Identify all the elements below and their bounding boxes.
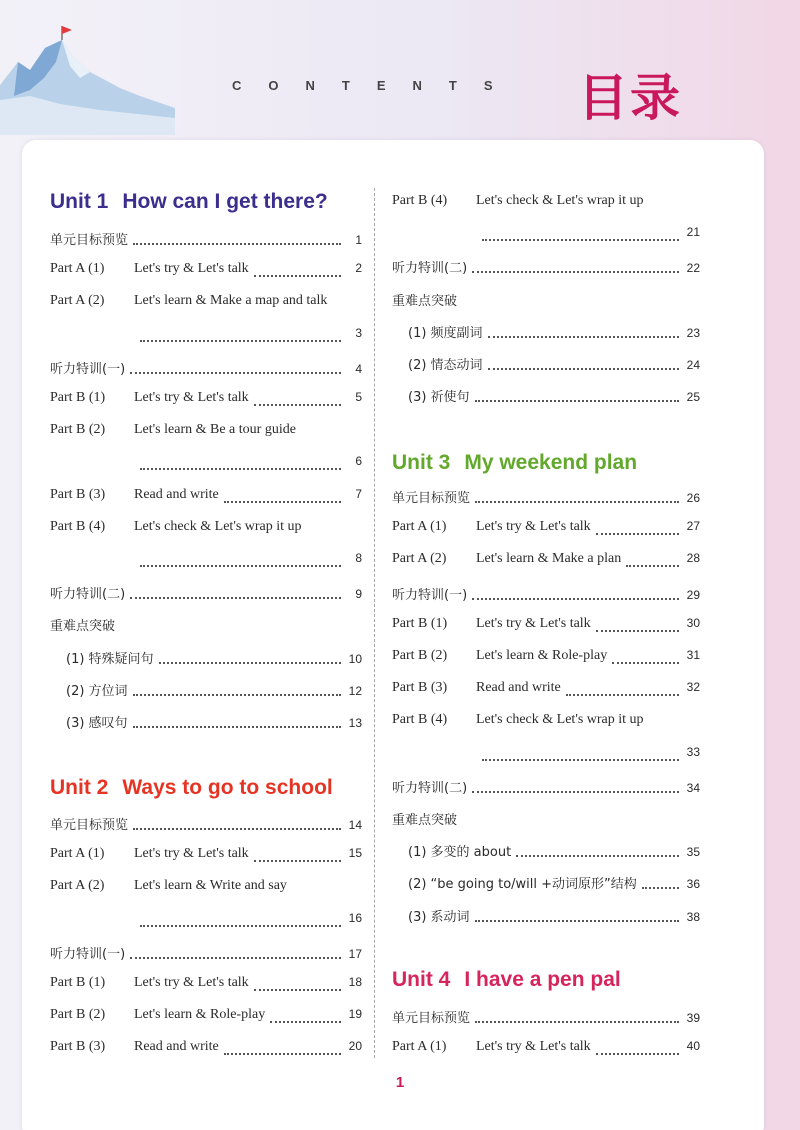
dot-leader [482,231,679,241]
toc-entry[interactable] [50,261,362,283]
toc-entry-text: Let's try & Let's talk [134,390,249,405]
toc-entry[interactable] [50,878,362,900]
dot-leader [596,622,679,632]
toc-entry-text: Let's try & Let's talk [134,975,249,990]
toc-entry-label [392,680,561,696]
toc-entry-page: 40 [686,1039,700,1054]
dot-leader [130,589,341,599]
toc-entry-text: Let's check & Let's wrap it up [476,193,644,208]
toc-entry-page: 4 [355,361,362,376]
toc-entry[interactable] [50,814,362,836]
toc-entry[interactable] [392,809,700,831]
toc-entry-label [392,1007,470,1027]
toc-entry[interactable] [392,873,700,895]
toc-entry-label [392,616,591,632]
toc-entry-text: (3) 感叹句 [66,716,128,731]
toc-entry[interactable] [392,551,700,573]
dot-leader [133,718,341,728]
toc-entry[interactable] [50,680,362,702]
dot-leader [133,820,341,830]
dot-leader [254,852,341,862]
toc-entry-text: 听力特训(二) [392,780,468,796]
toc-entry-page: 8 [355,551,362,565]
toc-entry-text: Let's try & Let's talk [134,846,249,862]
toc-entry-label [392,809,457,829]
toc-entry-label [392,354,483,374]
unit-title: Ways to go to school [122,776,333,799]
toc-entry-text: Let's try & Let's talk [476,519,591,535]
toc-entry-label [392,290,457,310]
dot-leader [140,917,341,927]
toc-entry[interactable] [392,745,700,767]
toc-entry-text: Let's learn & Make a map and talk [134,293,328,309]
toc-entry-label [392,487,470,507]
toc-entry[interactable] [392,519,700,541]
toc-entry[interactable] [392,257,700,279]
toc-entry-label [50,583,125,603]
dot-leader [133,686,341,696]
toc-entry-text: 单元目标预览 [50,233,129,248]
dot-leader [254,396,341,406]
toc-entry-label [50,615,115,635]
toc-entry[interactable] [392,616,700,638]
toc-entry-page: 25 [686,390,700,405]
toc-entry[interactable] [50,943,362,965]
toc-entry-text: (2) 情态动词 [408,358,483,373]
toc-entry-part: Part B (2) [50,422,106,438]
dot-leader [488,328,679,338]
toc-entry-label [50,422,296,438]
toc-entry[interactable] [50,911,362,933]
toc-entry-label [392,386,470,406]
toc-entry-page: 10 [348,651,362,666]
toc-entry[interactable] [392,584,700,606]
dot-leader [626,557,679,567]
toc-entry-page: 39 [686,1011,700,1025]
toc-entry-label [50,1007,265,1023]
toc-entry-page: 23 [686,325,700,340]
toc-entry-page: 29 [686,587,700,602]
toc-entry[interactable] [392,841,700,863]
toc-entry-label [50,975,249,991]
toc-entry-text: (1) 频度副词 [408,325,483,341]
toc-entry-part: Part B (1) [392,615,448,631]
toc-entry-label [50,358,125,378]
dot-leader [482,751,679,761]
toc-entry-part: Part A (2) [50,878,105,894]
column-divider [374,188,375,1058]
toc-entry-part: Part A (1) [392,1039,447,1055]
toc-entry-page: 27 [686,519,700,534]
toc-entry[interactable] [50,422,362,444]
dot-leader [472,590,679,600]
dot-leader [475,1013,679,1023]
toc-entry-page: 26 [686,491,700,505]
toc-entry-part: Part B (3) [50,486,106,502]
toc-entry-label [50,293,327,309]
toc-entry[interactable] [392,386,700,408]
toc-entry[interactable] [50,519,362,541]
toc-entry[interactable] [392,777,700,799]
dot-leader [596,1045,679,1055]
dot-leader [642,879,679,889]
toc-entry-label [392,1039,591,1055]
toc-entry[interactable] [50,648,362,670]
unit-4-heading [392,968,621,992]
toc-entry-label [392,648,607,664]
toc-entry-label [50,712,128,732]
toc-entry-text: 听力特训(二) [392,261,468,277]
toc-entry-text: Read and write [134,486,219,502]
toc-entry-page: 33 [686,744,700,759]
toc-entry-label [50,943,125,963]
toc-entry-label [392,873,637,893]
toc-entry-text: 重难点突破 [392,293,458,309]
toc-entry-page: 5 [355,390,362,404]
toc-entry-text: Read and write [134,1039,219,1055]
toc-entry-label [50,261,249,277]
toc-entry-part: Part A (2) [50,293,105,309]
toc-entry-label [392,519,591,535]
dot-leader [472,783,679,793]
toc-entry-page: 34 [686,780,700,795]
toc-entry[interactable] [392,487,700,509]
page-number: 1 [395,1074,405,1091]
toc-entry[interactable] [50,1007,362,1029]
toc-entry-page: 32 [686,680,700,695]
toc-entry-page: 22 [686,261,700,276]
dot-leader [224,1045,341,1055]
unit-number: Unit 4 [392,968,451,991]
toc-entry-part: Part B (3) [50,1039,106,1055]
toc-entry-page: 28 [686,551,700,566]
toc-entry-label [392,841,511,861]
toc-entry-text: Let's learn & Make a plan [476,551,622,567]
dot-leader [516,847,679,857]
toc-entry-text: Let's learn & Role-play [476,648,608,663]
unit-title: How can I get there? [122,190,328,213]
toc-entry-part: Part B (1) [50,390,106,405]
toc-entry[interactable] [392,225,700,247]
toc-entry[interactable] [392,680,700,702]
dot-leader [488,360,679,370]
toc-entry-text: 重难点突破 [392,813,458,828]
toc-entry-label [50,1039,219,1055]
toc-entry-page: 17 [348,946,362,961]
toc-entry-part: Part A (1) [392,519,447,535]
toc-entry-text: 重难点突破 [50,619,116,635]
toc-entry-page: 19 [348,1007,362,1022]
toc-entry-text: 听力特训(二) [50,587,126,603]
toc-entry-part: Part B (3) [392,680,448,696]
toc-entry-label [392,712,644,728]
toc-entry[interactable] [50,326,362,348]
toc-entry-text: 听力特训(一) [50,361,126,377]
toc-entry[interactable] [50,551,362,573]
toc-entry-text: (1) 多变的 about [408,845,512,861]
toc-entry-page: 6 [355,454,362,469]
toc-entry-text: (1) 特殊疑问句 [66,651,154,667]
toc-entry-label [50,519,302,535]
dot-leader [612,654,679,664]
toc-entry-text: (2) “be going to/will +动词原形”结构 [408,877,637,893]
dot-leader [472,263,679,273]
toc-entry-label [392,193,644,209]
dot-leader [133,235,341,245]
mountain-flag-illustration [0,0,175,135]
toc-entry-part: Part A (2) [392,551,447,567]
toc-entry-text: Let's check & Let's wrap it up [134,518,302,534]
toc-entry-part: Part B (1) [50,975,106,990]
toc-entry-page: 3 [355,325,362,340]
toc-entry-label [50,390,249,406]
toc-entry[interactable] [50,583,362,605]
contents-heading: CONTENTS [232,78,520,93]
dot-leader [159,654,341,664]
toc-entry-label [392,322,483,342]
page-header [0,0,800,150]
dot-leader [270,1013,341,1023]
unit-1-heading [50,190,328,214]
toc-entry-text: (3) 系动词 [408,909,470,925]
toc-entry-page: 35 [686,845,700,860]
toc-entry-text: Let's learn & Write and say [134,878,287,894]
toc-entry-text: 听力特训(一) [392,587,468,603]
toc-entry-text: Read and write [476,680,561,696]
dot-leader [596,525,679,535]
dot-leader [140,332,341,342]
toc-entry-text: Let's try & Let's talk [134,261,249,277]
toc-entry-label [50,846,249,862]
toc-entry[interactable] [50,293,362,315]
toc-entry-text: 听力特训(一) [50,946,126,962]
toc-entry[interactable] [392,712,700,734]
toc-entry[interactable] [50,615,362,637]
toc-entry-part: Part B (4) [392,193,448,208]
dot-leader [140,460,341,470]
toc-entry[interactable] [392,322,700,344]
toc-entry-page: 20 [348,1039,362,1054]
dot-leader [254,267,341,277]
toc-entry-label [392,906,470,926]
toc-entry-page: 2 [355,261,362,276]
unit-number: Unit 3 [392,451,451,474]
toc-entry-part: Part B (2) [50,1007,106,1023]
toc-entry[interactable] [50,487,362,509]
toc-entry-part: Part B (2) [392,648,448,663]
toc-entry-label [50,648,154,668]
toc-entry-text: Let's try & Let's talk [476,615,591,631]
toc-entry-page: 12 [348,683,362,698]
unit-title: I have a pen pal [464,968,621,991]
toc-entry-text: 单元目标预览 [392,1011,471,1026]
toc-entry-page: 7 [355,486,362,501]
dot-leader [130,949,341,959]
toc-entry-page: 38 [686,909,700,924]
toc-entry-text: Let's learn & Role-play [134,1007,266,1023]
toc-entry[interactable] [50,358,362,380]
dot-leader [475,912,679,922]
toc-entry-part: Part B (4) [392,712,448,728]
toc-entry-text: Let's try & Let's talk [476,1039,591,1055]
page-title: 目录 [578,69,682,127]
toc-entry-page: 18 [348,975,362,989]
dot-leader [224,493,341,503]
toc-entry[interactable] [50,975,362,997]
toc-entry-page: 15 [348,846,362,861]
toc-entry-page: 13 [348,716,362,730]
toc-entry[interactable] [392,1007,700,1029]
dot-leader [475,493,679,503]
unit-3-heading [392,451,637,475]
toc-entry-page: 36 [686,877,700,892]
toc-entry-text: 单元目标预览 [392,491,471,506]
toc-entry-text: (3) 祈使句 [408,390,470,406]
toc-entry[interactable] [392,1039,700,1061]
toc-entry-label [392,257,467,277]
toc-entry[interactable] [392,906,700,928]
toc-entry[interactable] [50,454,362,476]
toc-entry-label [392,584,467,604]
toc-entry-label [392,551,621,567]
toc-entry-text: 单元目标预览 [50,818,129,833]
toc-entry[interactable] [392,648,700,670]
toc-entry-label [50,878,287,894]
toc-entry[interactable] [392,290,700,312]
toc-entry-page: 24 [686,358,700,372]
toc-entry-label [50,487,219,503]
dot-leader [566,686,679,696]
toc-entry[interactable] [392,193,700,215]
toc-entry-part: Part A (1) [50,261,105,277]
toc-entry[interactable] [392,354,700,376]
dot-leader [254,981,341,991]
toc-entry-label [392,777,467,797]
dot-leader [140,557,341,567]
toc-entry[interactable] [50,846,362,868]
unit-number: Unit 1 [50,190,109,213]
toc-entry-page: 14 [348,818,362,832]
unit-2-heading [50,776,333,800]
unit-number: Unit 2 [50,776,109,799]
toc-entry[interactable] [50,229,362,251]
toc-entry[interactable] [50,1039,362,1061]
toc-entry[interactable] [50,712,362,734]
toc-entry-page: 9 [355,587,362,602]
toc-entry-part: Part A (1) [50,846,105,862]
toc-entry[interactable] [50,390,362,412]
toc-entry-label [50,680,128,700]
toc-entry-text: Let's check & Let's wrap it up [476,712,644,728]
toc-entry-page: 31 [686,648,700,662]
toc-entry-page: 30 [686,615,700,630]
toc-entry-label [50,229,128,249]
toc-entry-page: 16 [348,910,362,925]
toc-entry-text: (2) 方位词 [66,683,128,699]
toc-entry-page: 21 [686,225,700,240]
toc-entry-page: 1 [355,233,362,247]
toc-entry-label [50,814,128,834]
dot-leader [130,364,341,374]
dot-leader [475,392,679,402]
toc-entry-part: Part B (4) [50,518,106,534]
unit-title: My weekend plan [464,451,638,474]
toc-entry-text: Let's learn & Be a tour guide [134,422,296,438]
